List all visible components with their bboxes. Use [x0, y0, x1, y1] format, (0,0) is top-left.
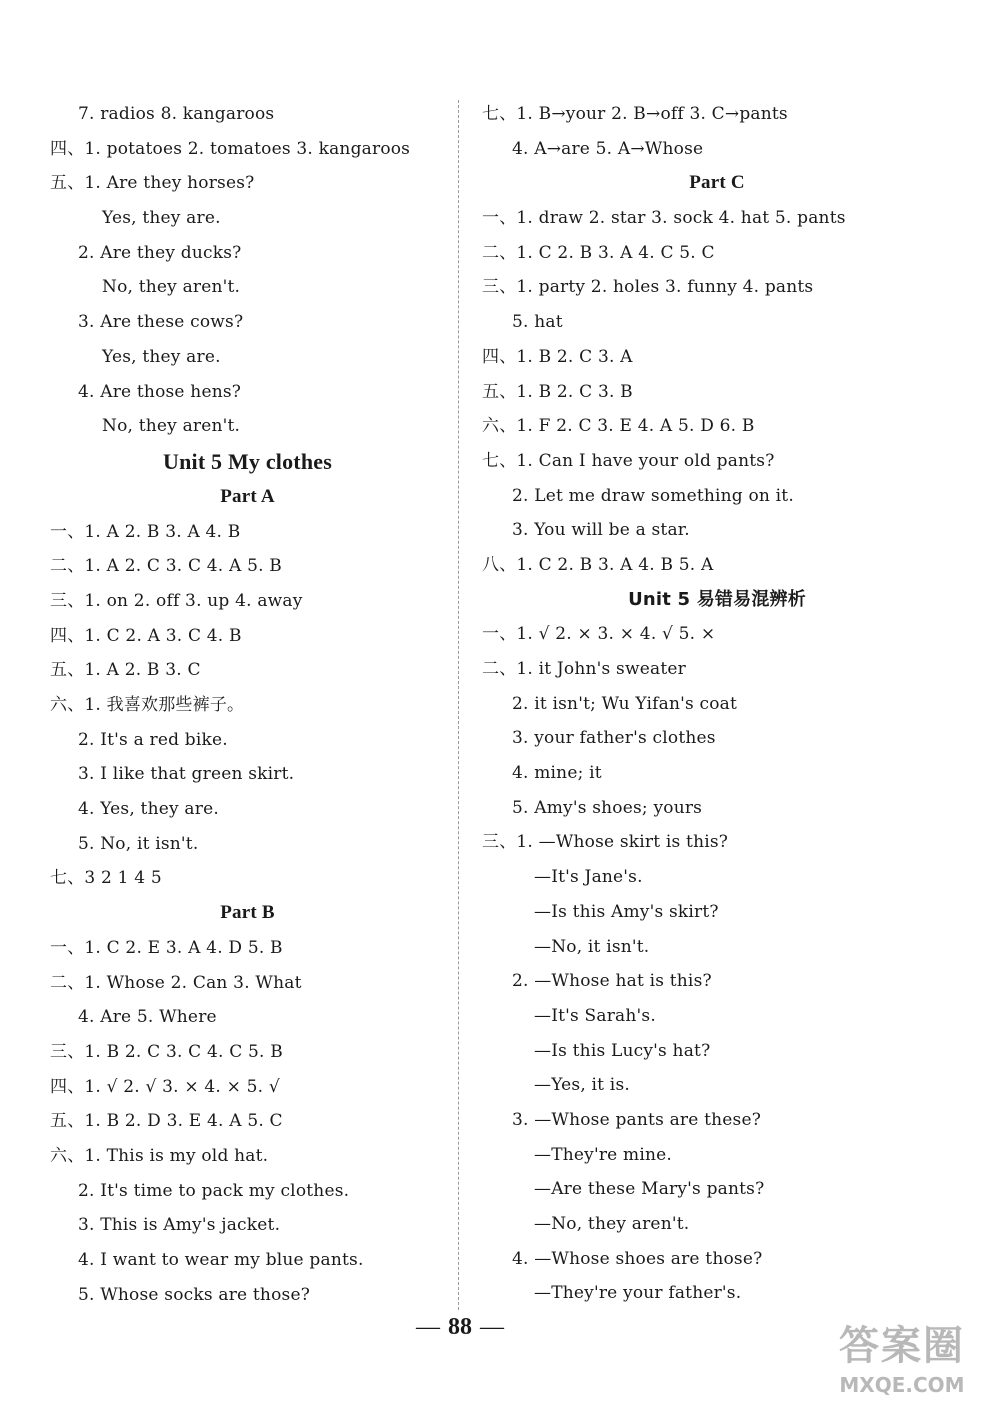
answer-line: 五、1. B 2. C 3. B [482, 381, 633, 402]
answer-line: 3. This is Amy's jacket. [78, 1215, 281, 1236]
page-number-dash-right: — [480, 1314, 504, 1340]
answer-line: 五、1. A 2. B 3. C [50, 660, 201, 681]
answer-line: 3. Are these cows? [78, 312, 244, 333]
answer-line: 二、1. A 2. C 3. C 4. A 5. B [50, 556, 282, 577]
answer-line: 三、1. B 2. C 3. C 4. C 5. B [50, 1041, 283, 1062]
column-divider [458, 100, 459, 1310]
left-column [50, 97, 445, 1312]
answer-line: 5. No, it isn't. [78, 833, 199, 854]
answer-line: 2. it isn't; Wu Yifan's coat [512, 693, 738, 714]
answer-line: —It's Jane's. [534, 867, 643, 888]
answer-line: —They're mine. [534, 1144, 672, 1165]
answer-line: 3. You will be a star. [512, 520, 690, 541]
watermark-site: MXQE.COM [839, 1373, 965, 1397]
answer-line: 七、1. B→your 2. B→off 3. C→pants [482, 104, 788, 124]
answer-line: 2. It's time to pack my clothes. [78, 1180, 350, 1201]
section-heading: Part B [220, 902, 275, 924]
answer-line: 4. I want to wear my blue pants. [78, 1250, 364, 1270]
answer-line: 3. your father's clothes [512, 728, 716, 749]
answer-line: 一、1. draw 2. star 3. sock 4. hat 5. pants [482, 208, 846, 229]
answer-line: 一、1. A 2. B 3. A 4. B [50, 521, 241, 542]
answer-line: —No, they aren't. [534, 1214, 690, 1234]
right-column [482, 97, 952, 1311]
answer-line: 五、1. Are they horses? [50, 173, 255, 194]
answer-line: 六、1. F 2. C 3. E 4. A 5. D 6. B [482, 416, 755, 437]
answer-line: 七、3 2 1 4 5 [50, 868, 162, 889]
answer-line: 4. mine; it [512, 763, 602, 784]
answer-line: 一、1. C 2. E 3. A 4. D 5. B [50, 937, 283, 958]
answer-line: 2. Are they ducks? [78, 242, 242, 263]
answer-line: 六、1. 我喜欢那些裤子。 [50, 695, 245, 715]
answer-line: —Are these Mary's pants? [534, 1179, 765, 1200]
answer-line: 4. —Whose shoes are those? [512, 1248, 763, 1269]
answer-line: 四、1. √ 2. √ 3. × 4. × 5. √ [50, 1076, 280, 1097]
page-number-dash-left: — [416, 1314, 440, 1340]
answer-line: No, they aren't. [102, 416, 241, 437]
answer-line: 3. —Whose pants are these? [512, 1109, 762, 1130]
answer-line: 一、1. √ 2. × 3. × 4. √ 5. × [482, 624, 716, 645]
answer-line: No, they aren't. [102, 277, 241, 298]
watermark-logo [822, 1320, 982, 1406]
answer-line: 三、1. party 2. holes 3. funny 4. pants [482, 277, 814, 298]
answer-line: —Yes, it is. [534, 1075, 630, 1096]
answer-line: 二、1. Whose 2. Can 3. What [50, 972, 302, 993]
answer-line: 4. Are those hens? [78, 381, 242, 402]
watermark-mark: 答案圈 [839, 1323, 965, 1369]
answer-line: 2. It's a red bike. [78, 729, 228, 750]
section-heading: Unit 5 My clothes [163, 448, 332, 474]
answer-line: 5. Whose socks are those? [78, 1284, 311, 1305]
answer-line: 七、1. Can I have your old pants? [482, 450, 775, 471]
answer-line: 五、1. B 2. D 3. E 4. A 5. C [50, 1111, 283, 1132]
answer-line: 四、1. C 2. A 3. C 4. B [50, 625, 242, 646]
page-number-value: 88 [448, 1314, 472, 1340]
answer-line: —Is this Lucy's hat? [534, 1040, 711, 1061]
answer-line: Yes, they are. [102, 208, 221, 229]
section-heading: Part A [220, 485, 275, 507]
answer-line: —No, it isn't. [534, 936, 650, 957]
answer-line: 三、1. on 2. off 3. up 4. away [50, 590, 303, 611]
answer-line: 4. Yes, they are. [78, 799, 219, 820]
answer-line: 2. Let me draw something on it. [512, 485, 794, 506]
answer-line: 7. radios 8. kangaroos [78, 104, 275, 124]
answer-line: 三、1. —Whose skirt is this? [482, 832, 729, 853]
answer-line: —They're your father's. [534, 1283, 742, 1304]
section-heading: Unit 5 易错易混辨析 [628, 588, 806, 610]
answer-line: 4. A→are 5. A→Whose [512, 138, 704, 159]
answer-line: —It's Sarah's. [534, 1005, 656, 1026]
section-heading: Part C [689, 172, 745, 194]
page-number [400, 1314, 520, 1341]
answer-line: 5. Amy's shoes; yours [512, 797, 703, 818]
answer-line: 4. Are 5. Where [78, 1007, 217, 1028]
answer-line: 八、1. C 2. B 3. A 4. B 5. A [482, 554, 714, 575]
answer-line: 5. hat [512, 312, 563, 333]
answer-line: 四、1. potatoes 2. tomatoes 3. kangaroos [50, 138, 411, 159]
answer-line: 四、1. B 2. C 3. A [482, 346, 633, 367]
answer-line: 二、1. C 2. B 3. A 4. C 5. C [482, 242, 715, 263]
answer-line: Yes, they are. [102, 346, 221, 367]
answer-line: 二、1. it John's sweater [482, 659, 686, 679]
answer-line: 3. I like that green skirt. [78, 764, 295, 785]
answer-line: 六、1. This is my old hat. [50, 1145, 269, 1166]
answer-line: 2. —Whose hat is this? [512, 971, 712, 992]
answer-line: —Is this Amy's skirt? [534, 901, 719, 922]
